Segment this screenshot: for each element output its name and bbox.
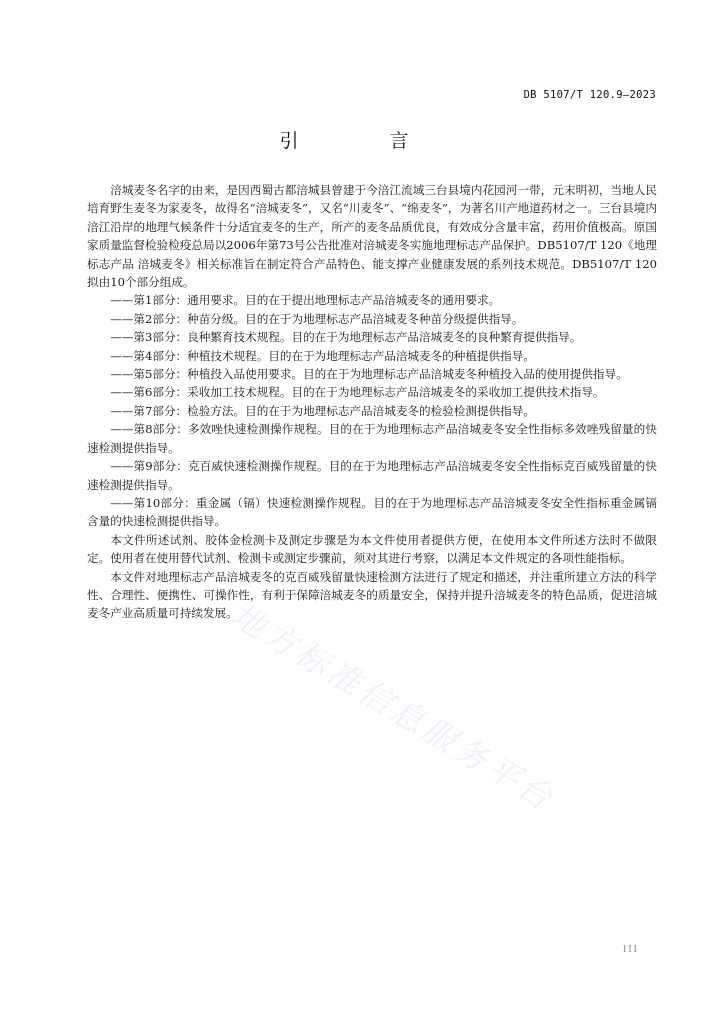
reagent-note-paragraph: 本文件所述试剂、胶体金检测卡及测定步骤是为本文件使用者提供方便，在使用本文件所述方法时不做限定。使用者在使用替代试剂、检测卡或测定步骤前，须对其进行考察，以满足本文件规定的各项性能指标。: [87, 532, 657, 566]
part-1-item: ——第1部分：通用要求。目的在于提出地理标志产品涪城麦冬的通用要求。: [110, 293, 501, 308]
watermark-text: 地方标准信息服务平台: [224, 595, 563, 820]
part-7-item: ——第7部分：检验方法。目的在于为地理标志产品涪城麦冬的检验检测提供指导。: [110, 403, 535, 418]
part-5-item: ——第5部分：种植投入品使用要求。目的在于为地理标志产品涪城麦冬种植投入品的使用提供指导。: [110, 367, 628, 382]
section-title: 引 言: [279, 130, 445, 152]
part-6-item: ——第6部分：采收加工技术规程。目的在于为地理标志产品涪城麦冬的采收加工提供技术指导。: [110, 385, 605, 400]
part-10-item: ——第10部分：重金属（镉）快速检测操作规程。目的在于为地理标志产品涪城麦冬安全性指标重金属镉含量的快速检测提供指导。: [87, 495, 657, 529]
part-9-item: ——第9部分：克百威快速检测操作规程。目的在于为地理标志产品涪城麦冬安全性指标克百威残留量的快速检测提供指导。: [87, 459, 657, 492]
page-number: III: [623, 944, 639, 955]
part-3-item: ——第3部分：良种繁育技术规程。目的在于为地理标志产品涪城麦冬的良种繁育提供指导。: [110, 330, 582, 345]
intro-paragraph: 涪城麦冬名字的由来，是因西蜀古都涪城县曾建于今涪江流域三台县境内花园河一带，元末明初，当地人民培育野生麦冬为家麦冬，故得名“涪城麦冬”，又名“川麦冬”、“绵麦冬”，为著名川产地道药材之一。三台县境内涪江沿岸的地理气候条件十分适宜麦冬的生产，所产的麦冬品质优良，有效成分含量丰富，药用价值极高。原国家质量监督检验检疫总局以2006年第73号公告批准对涪城麦冬实施地理标志产品保护。DB5107/T 120《地理标志产品 涪城麦冬》相关标准旨在制定符合产品特色、能支撑产业健康发展的系列技术规范。DB5107/T 120拟由10个部分组成。: [87, 183, 657, 290]
document-code: DB 5107/T 120.9—2023: [523, 89, 656, 101]
part-4-item: ——第4部分：种植技术规程。目的在于为地理标志产品涪城麦冬的种植提供指导。: [110, 348, 535, 363]
introduction-body: [87, 181, 657, 623]
scope-paragraph: 本文件对地理标志产品涪城麦冬的克百威残留量快速检测方法进行了规定和描述，并注重所建立方法的科学性、合理性、便携性、可操作性，有利于保障涪城麦冬的质量安全，保持并提升涪城麦冬的特色品质，促进涪城麦冬产业高质量可持续发展。: [87, 569, 657, 621]
part-2-item: ——第2部分：种苗分级。目的在于为地理标志产品涪城麦冬种苗分级提供指导。: [110, 311, 524, 326]
part-8-item: ——第8部分：多效唑快速检测操作规程。目的在于为地理标志产品涪城麦冬安全性指标多效唑残留量的快速检测提供指导。: [87, 422, 657, 455]
